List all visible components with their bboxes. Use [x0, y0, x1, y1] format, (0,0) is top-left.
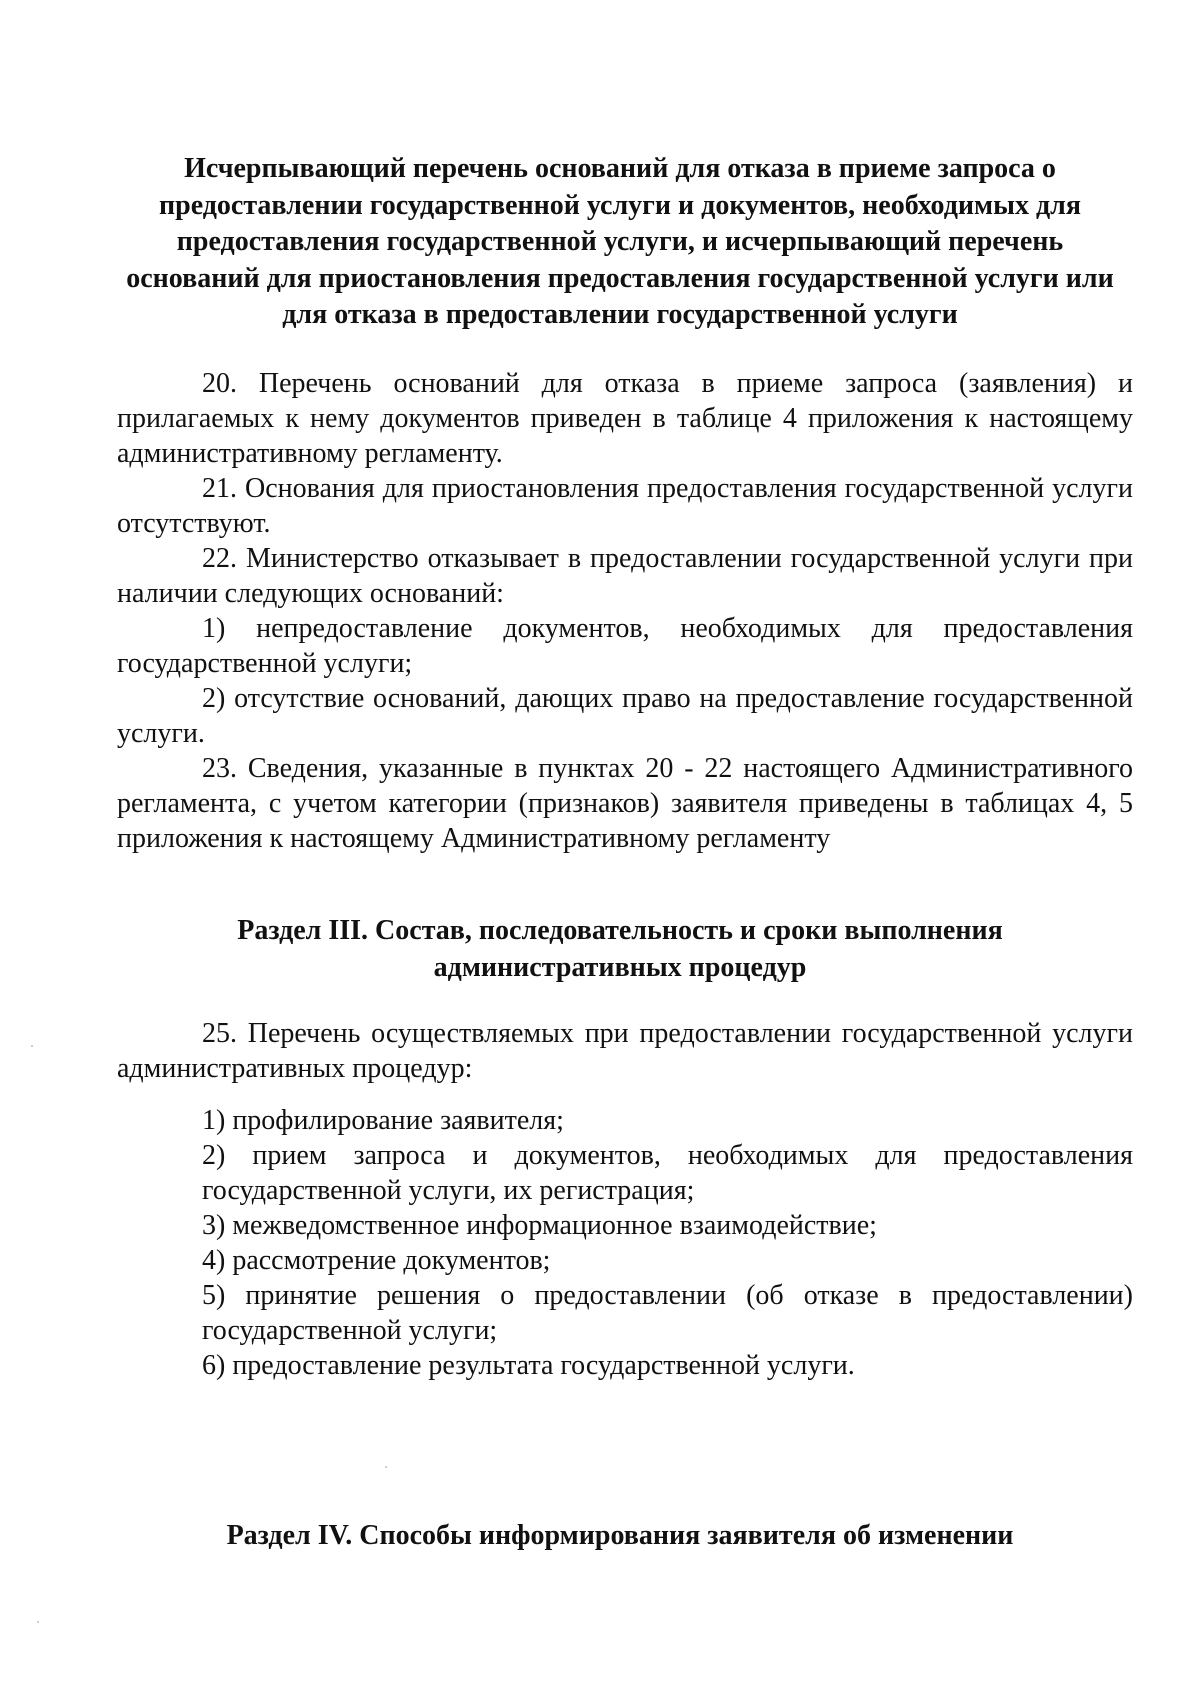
heading-line: Раздел III. Состав, последовательность и сроки выполнения: [237, 915, 1003, 946]
section-heading-refusal-grounds: [110, 151, 1130, 334]
paragraph-22-item-2: 2) отсутствие оснований, дающих право на предоставление государственной услуги.: [117, 683, 1133, 749]
procedure-item-5: 5) принятие решения о предоставлении (об отказе в предоставлении) государственной услуги;: [202, 1280, 1133, 1346]
scan-speck: [31, 1045, 33, 1047]
section-heading-part-iv: [110, 1518, 1130, 1555]
paragraph-20: 20. Перечень оснований для отказа в приеме запроса (заявления) и прилагаемых к нему документов приведен в таблице 4 приложения к настоящему административному регламенту.: [117, 368, 1133, 469]
procedure-item-2: 2) прием запроса и документов, необходимых для предоставления государственной услуги, их регистрация;: [202, 1140, 1133, 1206]
heading-line: предоставления государственной услуги, и исчерпывающий перечень: [176, 226, 1064, 257]
heading-line: для отказа в предоставлении государственной услуги: [282, 299, 958, 330]
heading-line: предоставлении государственной услуги и документов, необходимых для: [158, 189, 1082, 221]
procedure-item-1: 1) профилирование заявителя;: [202, 1105, 564, 1136]
procedure-item-4: 4) рассмотрение документов;: [202, 1245, 551, 1276]
procedure-item-6: 6) предоставление результата государственной услуги.: [202, 1350, 855, 1381]
paragraph-22: 22. Министерство отказывает в предоставлении государственной услуги при наличии следующих оснований:: [117, 543, 1133, 609]
heading-line: Раздел IV. Способы информирования заявителя об изменении: [226, 1520, 1014, 1551]
scan-speck: [37, 1621, 39, 1623]
procedure-item-3: 3) межведомственное информационное взаимодействие;: [202, 1210, 877, 1241]
paragraph-21: 21. Основания для приостановления предоставления государственной услуги отсутствуют.: [117, 473, 1133, 539]
section-heading-part-iii: [110, 913, 1130, 986]
heading-line: административных процедур: [433, 951, 807, 983]
heading-line: оснований для приостановления предоставления государственной услуги или: [126, 262, 1114, 294]
paragraph-22-item-1: 1) непредоставление документов, необходимых для предоставления государственной услуги;: [117, 613, 1133, 679]
scan-speck: [385, 1466, 387, 1468]
paragraph-23: 23. Сведения, указанные в пунктах 20 - 22 настоящего Административного регламента, с учетом категории (признаков) заявителя приведены в таблицах 4, 5 приложения к настоящему Административному регламенту: [117, 753, 1133, 854]
paragraph-25: 25. Перечень осуществляемых при предоставлении государственной услуги административных процедур:: [117, 1018, 1133, 1084]
heading-line: Исчерпывающий перечень оснований для отказа в приеме запроса о: [184, 153, 1056, 184]
